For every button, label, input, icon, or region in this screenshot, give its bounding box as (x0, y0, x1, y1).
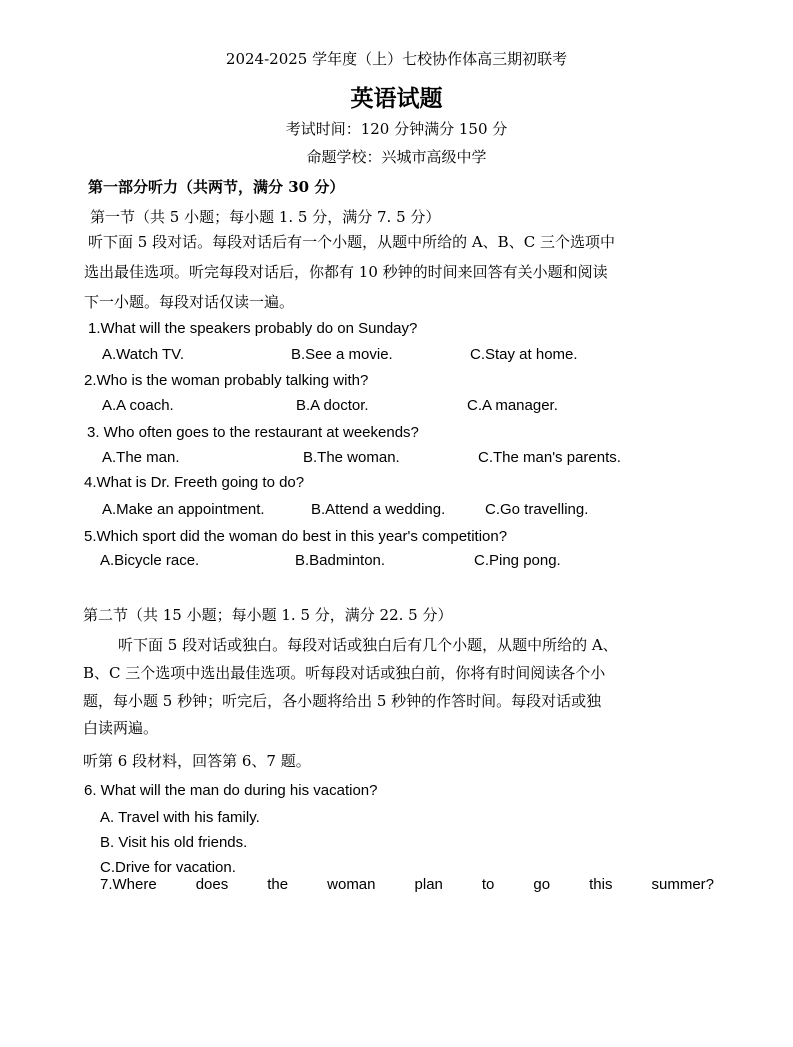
section2-instruction-line: B、C 三个选项中选出最佳选项。听每段对话或独白前，你将有时间阅读各个小 (83, 664, 606, 682)
school-info: 命题学校：兴城市高级中学 (306, 148, 487, 166)
q7-word: this (589, 876, 613, 893)
section1-title: 第一节（共 5 小题；每小题 1. 5 分，满分 7. 5 分） (90, 208, 441, 226)
q4-option-c: C.Go travelling. (485, 501, 589, 518)
section1-instruction-line: 听下面 5 段对话。每段对话后有一个小题，从题中所给的 A、B、C 三个选项中 (88, 233, 615, 251)
question-4: 4.What is Dr. Freeth going to do? (84, 474, 305, 491)
q4-option-a: A.Make an appointment. (102, 501, 265, 518)
q7-word: plan (414, 876, 443, 893)
q7-word: to (481, 876, 495, 893)
q5-option-b: B.Badminton. (295, 552, 386, 569)
subject-title: 英语试题 (350, 85, 443, 112)
q5-option-a: A.Bicycle race. (100, 552, 200, 569)
q7-word: 7.Where (100, 876, 157, 893)
q3-option-b: B.The woman. (303, 449, 400, 466)
question-2: 2.Who is the woman probably talking with? (84, 372, 369, 389)
q7-word: the (267, 876, 289, 893)
question-7 (100, 876, 714, 893)
section1-instruction-line: 选出最佳选项。听完每段对话后，你都有 10 秒钟的时间来回答有关小题和阅读 (84, 263, 608, 281)
material-intro: 听第 6 段材料，回答第 6、7 题。 (83, 752, 311, 770)
q6-option-c: C.Drive for vacation. (100, 859, 236, 876)
q3-option-c: C.The man's parents. (478, 449, 621, 466)
section1-instruction-line: 下一小题。每段对话仅读一遍。 (84, 293, 295, 311)
section2-title: 第二节（共 15 小题；每小题 1. 5 分，满分 22. 5 分） (83, 606, 453, 624)
question-3: 3. Who often goes to the restaurant at weekends? (87, 424, 419, 441)
time-info: 考试时间：120 分钟满分 150 分 (285, 120, 508, 138)
question-6: 6. What will the man do during his vacation? (84, 782, 378, 799)
exam-title: 2024-2025 学年度（上）七校协作体高三期初联考 (225, 50, 568, 68)
q3-option-a: A.The man. (102, 449, 180, 466)
q7-word: go (533, 876, 551, 893)
section2-instruction-line: 题，每小题 5 秒钟；听完后，各小题将给出 5 秒钟的作答时间。每段对话或独 (83, 692, 602, 710)
part1-title: 第一部分听力（共两节，满分 30 分） (88, 178, 345, 196)
q4-option-b: B.Attend a wedding. (311, 501, 446, 518)
q7-word: woman (327, 876, 376, 893)
q2-option-b: B.A doctor. (296, 397, 369, 414)
question-5: 5.Which sport did the woman do best in this year's competition? (84, 528, 508, 545)
section2-instruction-line: 听下面 5 段对话或独白。每段对话或独白后有几个小题，从题中所给的 A、 (118, 636, 618, 654)
q6-option-b: B. Visit his old friends. (100, 834, 248, 851)
section2-instruction-line: 白读两遍。 (83, 719, 159, 737)
q2-option-c: C.A manager. (467, 397, 558, 414)
q6-option-a: A. Travel with his family. (100, 809, 260, 826)
q5-option-c: C.Ping pong. (474, 552, 561, 569)
q7-word: summer? (651, 876, 714, 893)
q1-option-a: A.Watch TV. (102, 346, 184, 363)
q7-word: does (195, 876, 229, 893)
q2-option-a: A.A coach. (102, 397, 174, 414)
question-1: 1.What will the speakers probably do on Sunday? (88, 320, 418, 337)
q1-option-b: B.See a movie. (291, 346, 393, 363)
q1-option-c: C.Stay at home. (470, 346, 578, 363)
